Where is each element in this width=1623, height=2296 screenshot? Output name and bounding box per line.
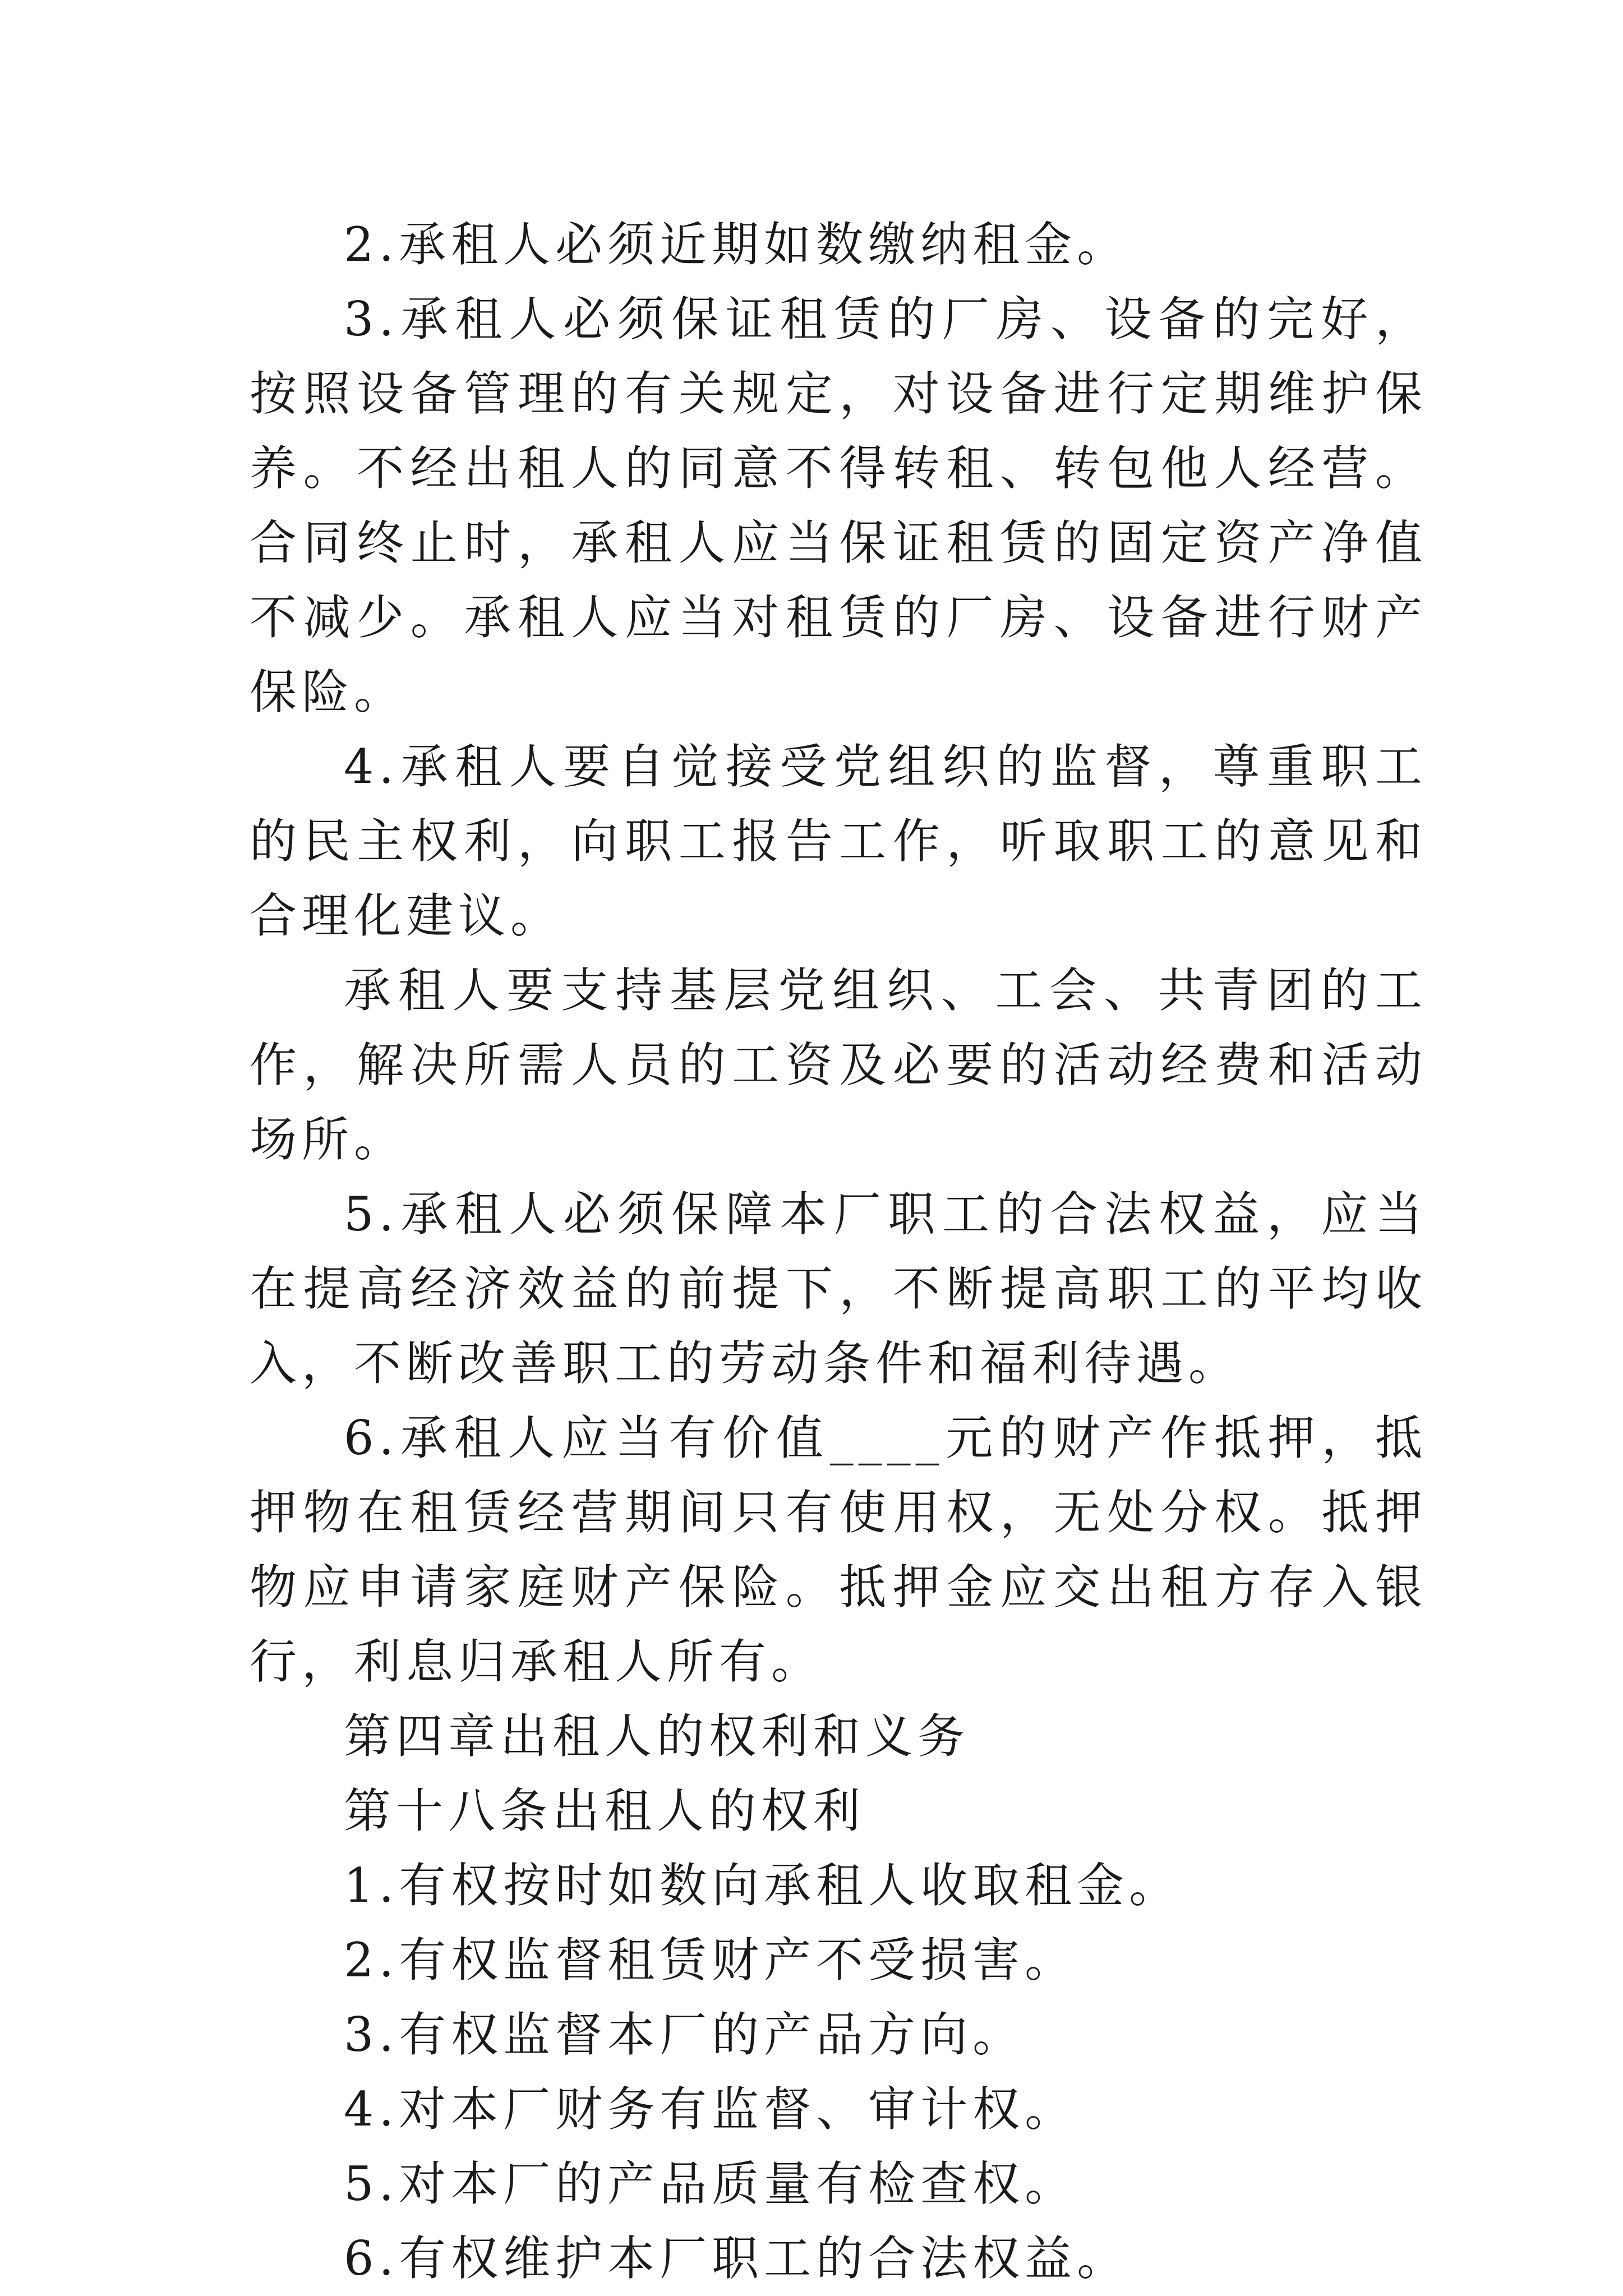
paragraph-item-4-party-supervision: 4.承租人要自觉接受党组织的监督，尊重职工的民主权利，向职工报告工作，听取职工的意见和合理化建议。	[250, 739, 1427, 943]
document-body	[250, 208, 1427, 2296]
list-item: 3.有权监督本厂的产品方向。	[344, 2007, 1025, 2062]
list-item: 6.有权维护本厂职工的合法权益。	[344, 2231, 1129, 2286]
paragraph-item-6-collateral: 6.承租人应当有价值____元的财产作抵押，抵押物在租赁经营期间只有使用权，无处分权。抵押物应申请家庭财产保险。抵押金应交出租方存入银行，利息归承租人所有。	[250, 1410, 1427, 1689]
paragraph-item-3-maintain-equipment: 3.承租人必须保证租赁的厂房、设备的完好，按照设备管理的有关规定，对设备进行定期维护保养。不经出租人的同意不得转租、转包他人经营。合同终止时，承租人应当保证租赁的固定资产净值不减少。承租人应当对租赁的厂房、设备进行财产保险。	[250, 292, 1427, 720]
paragraph-item-2-pay-rent: 2.承租人必须近期如数缴纳租金。	[344, 217, 1129, 272]
chapter-heading: 第四章出租人的权利和义务	[344, 1709, 970, 1764]
article-heading: 第十八条出租人的权利	[344, 1783, 866, 1838]
list-item: 4.对本厂财务有监督、审计权。	[344, 2082, 1077, 2137]
paragraph-support-organizations: 承租人要支持基层党组织、工会、共青团的工作，解决所需人员的工资及必要的活动经费和活动场所。	[250, 963, 1427, 1167]
list-item: 5.对本厂的产品质量有检查权。	[344, 2156, 1077, 2211]
list-item: 2.有权监督租赁财产不受损害。	[344, 1933, 1077, 1988]
paragraph-item-5-worker-rights: 5.承租人必须保障本厂职工的合法权益，应当在提高经济效益的前提下，不断提高职工的平均收入，不断改善职工的劳动条件和福利待遇。	[250, 1187, 1427, 1391]
list-item: 1.有权按时如数向承租人收取租金。	[344, 1858, 1182, 1913]
